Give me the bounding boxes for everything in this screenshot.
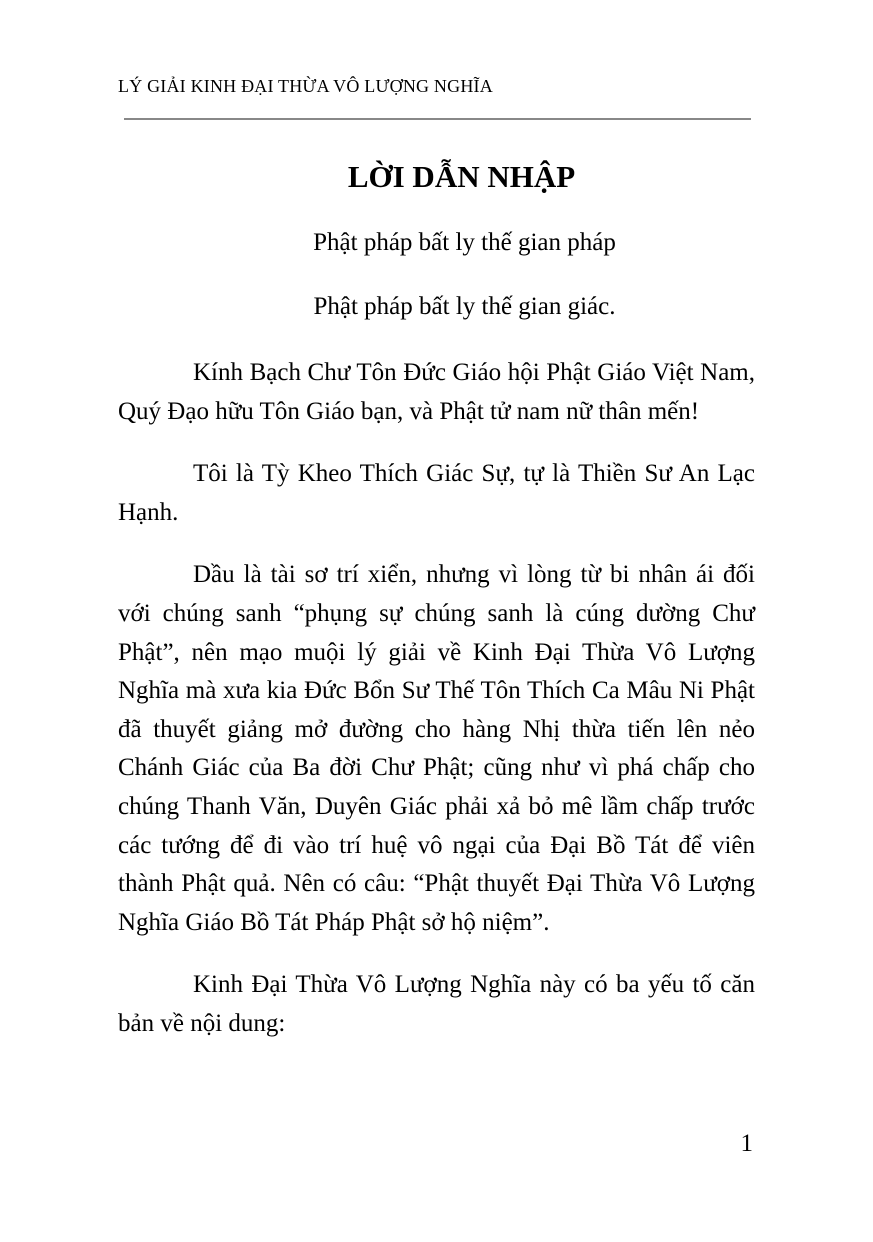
paragraph-introduction: Tôi là Tỳ Kheo Thích Giác Sự, tự là Thiền Sư An Lạc Hạnh.: [118, 460, 755, 526]
running-header: LÝ GIẢI KINH ĐẠI THỪA VÔ LƯỢNG NGHĨA: [118, 76, 493, 96]
verse-line-2: Phật pháp bất ly thế gian giác.: [313, 293, 616, 320]
paragraph-content-intro: Kinh Đại Thừa Vô Lượng Nghĩa này có ba yếu tố căn bản về nội dung:: [118, 971, 755, 1037]
verse-line-1: Phật pháp bất ly thế gian pháp: [313, 229, 616, 256]
paragraph-purpose: Dầu là tài sơ trí xiển, nhưng vì lòng từ bi nhân ái đối với chúng sanh “phụng sự chúng sanh là cúng dường Chư Phật”, nên mạo muội lý giải về Kinh Đại Thừa Vô Lượng Nghĩa mà xưa kia Đức Bổn Sư Thế Tôn Thích Ca Mâu Ni Phật đã thuyết giảng mở đường cho hàng Nhị thừa tiến lên nẻo Chánh Giác của Ba đời Chư Phật; cũng như vì phá chấp cho chúng Thanh Văn, Duyên Giác phải xả bỏ mê lầm chấp trước các tướng để đi vào trí huệ vô ngại của Đại Bồ Tát để viên thành Phật quả. Nên có câu: “Phật thuyết Đại Thừa Vô Lượng Nghĩa Giáo Bồ Tát Pháp Phật sở hộ niệm”.: [118, 561, 755, 936]
paragraph-greeting: Kính Bạch Chư Tôn Đức Giáo hội Phật Giáo Việt Nam, Quý Đạo hữu Tôn Giáo bạn, và Phật tử nam nữ thân mến!: [118, 359, 755, 425]
page-number: 1: [740, 1130, 753, 1157]
body-text: [118, 354, 755, 1068]
header-divider: [124, 118, 751, 120]
chapter-title: LỜI DẪN NHẬP: [347, 159, 576, 194]
